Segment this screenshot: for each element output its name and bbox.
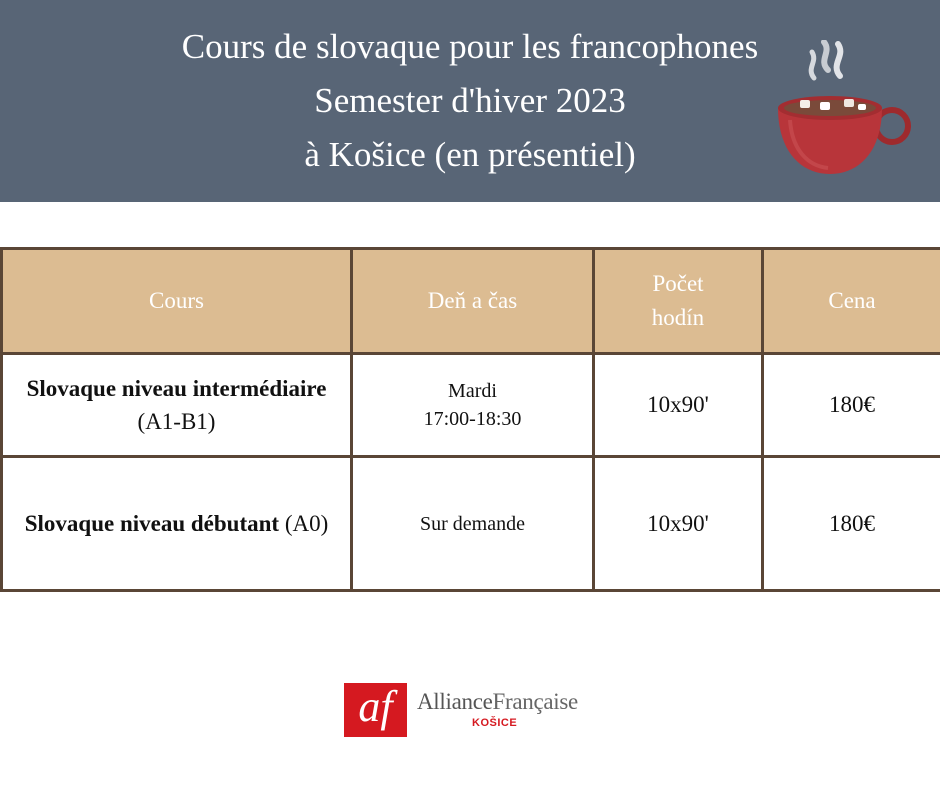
logo-name-part2: Française	[492, 689, 578, 714]
header-banner	[0, 0, 940, 202]
schedule-time: 17:00-18:30	[423, 408, 522, 430]
course-name: Slovaque niveau intermédiaire	[26, 376, 327, 401]
af-logo-mark: af	[344, 683, 407, 737]
hours-cell: 10x90'	[594, 457, 763, 591]
alliance-francaise-logo	[344, 683, 600, 737]
schedule-day: Mardi	[448, 380, 497, 402]
schedule-day: Sur demande	[420, 512, 525, 535]
logo-name-part1: Alliance	[417, 689, 493, 714]
course-level: (A0)	[284, 511, 329, 536]
course-name: Slovaque niveau débutant	[24, 511, 280, 536]
column-header-cours: Cours	[2, 249, 352, 354]
course-level: (A1-B1)	[137, 409, 216, 434]
column-header-pocet-hodin-label: Počet hodín	[651, 271, 705, 330]
hot-chocolate-cup-icon	[770, 40, 920, 180]
table-header-row	[2, 249, 940, 354]
hours-cell: 10x90'	[594, 354, 763, 457]
price-cell: 180€	[763, 457, 940, 591]
schedule-cell	[352, 457, 594, 591]
schedule-cell	[352, 354, 594, 457]
table-row	[2, 354, 940, 457]
course-cell	[2, 354, 352, 457]
price-cell: 180€	[763, 354, 940, 457]
logo-organization-name	[417, 689, 578, 715]
title-line-1: Cours de slovaque pour les francophones	[181, 27, 759, 66]
column-header-pocet-hodin	[594, 249, 763, 354]
column-header-cena: Cena	[763, 249, 940, 354]
course-schedule-table	[0, 247, 940, 592]
title-line-2: Semester d'hiver 2023	[314, 81, 626, 120]
column-header-den-a-cas: Deň a čas	[352, 249, 594, 354]
course-cell	[2, 457, 352, 591]
logo-city: KOŠICE	[472, 717, 518, 729]
table-row	[2, 457, 940, 591]
title-line-3: à Košice (en présentiel)	[304, 135, 636, 174]
